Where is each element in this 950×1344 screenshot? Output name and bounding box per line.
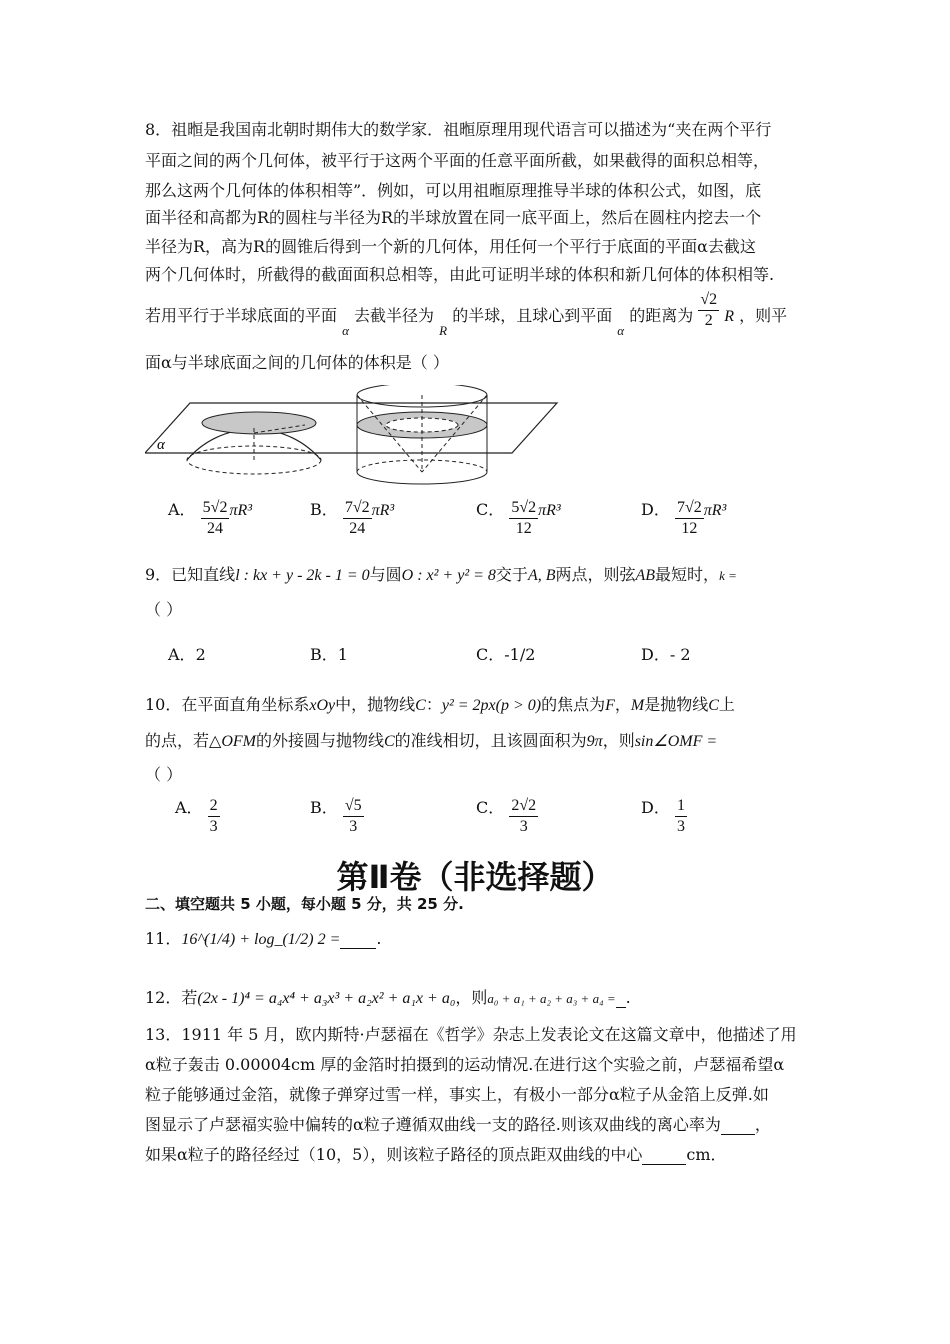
q8-line2: 平面之间的两个几何体，被平行于这两个平面的任意平面所截，如果截得的面积总相等， xyxy=(145,151,770,170)
q10-paren: （ ） xyxy=(145,765,183,784)
q9-option-c[interactable]: C．-1/2 xyxy=(476,645,536,664)
q13-line1: 13．1911 年 5 月，欧内斯特·卢瑟福在《哲学》杂志上发表论文在这篇文章中，他描述了用 xyxy=(145,1025,797,1044)
q13-distance-blank[interactable] xyxy=(642,1145,686,1165)
q13-line5: 如果α粒子的路径经过（10，5），则该粒子路径的顶点距双曲线的中心 cm． xyxy=(145,1145,727,1164)
q8-option-c[interactable]: C． $\frac{5√2}{12}$ πR³ xyxy=(476,499,561,537)
q11-answer-blank[interactable] xyxy=(340,929,376,949)
q12: 12．若(2x - 1)⁴ = a₄x⁴ + a₃x³ + a₂x² + a₁x + a₀，则a₀ + a₁ + a₂ + a₃ + a₄ = . xyxy=(145,988,631,1007)
q10-option-a[interactable]: A． $\frac{2}{3}$ xyxy=(175,797,218,835)
q10-line1: 10．在平面直角坐标系xOy中，抛物线C：y² = 2px(p > 0)的焦点为F，M是抛物线C上 xyxy=(145,695,735,714)
plane-alpha-label: α xyxy=(157,437,165,453)
q8-line1: 8．祖暅是我国南北朝时期伟大的数学家．祖暅原理用现代语言可以描述为“夹在两个平行 xyxy=(145,120,772,139)
q10-option-b[interactable]: B． $\frac{√5}{3}$ xyxy=(310,797,362,835)
q9-option-b[interactable]: B．1 xyxy=(310,645,348,664)
part2-title: 第Ⅱ卷（非选择题） xyxy=(336,858,614,896)
q10-option-d[interactable]: D． $\frac{1}{3}$ xyxy=(641,797,685,835)
q8-option-d[interactable]: D． $\frac{7√2}{12}$ πR³ xyxy=(641,499,727,537)
q12-answer-blank[interactable] xyxy=(616,988,626,1008)
section-fill-blank-heading: 二、填空题共 5 小题，每小题 5 分，共 25 分. xyxy=(145,895,464,913)
q10-option-c[interactable]: C． $\frac{2√2}{3}$ xyxy=(476,797,537,835)
q8-line8: 面α与半球底面之间的几何体的体积是（ ） xyxy=(145,353,449,372)
q11: 11．16^(1/4) + log_(1/2) 2 = . xyxy=(145,929,382,948)
q13-line3: 粒子能够通过金箔，就像子弹穿过雪一样，事实上，有极小一部分α粒子从金箔上反弹.如 xyxy=(145,1085,769,1104)
q8-option-a[interactable]: A． $\frac{5√2}{24}$ πR³ xyxy=(168,499,253,537)
q9-option-a[interactable]: A．2 xyxy=(168,645,206,664)
q8-line5: 半径为R，高为R的圆锥后得到一个新的几何体，用任何一个平行于底面的平面α去截这 xyxy=(145,237,756,256)
q13-line2: α粒子轰击 0.00004cm 厚的金箔时拍摄到的运动情况.在进行这个实验之前，卢瑟福希望α xyxy=(145,1055,785,1074)
q10-line2: 的点，若△OFM的外接圆与抛物线C的准线相切，且该圆面积为9π，则sin∠OMF = xyxy=(145,731,718,750)
q8-option-b[interactable]: B． $\frac{7√2}{24}$ πR³ xyxy=(310,499,395,537)
q9-paren: （ ） xyxy=(145,600,183,619)
q13-eccentricity-blank[interactable] xyxy=(721,1115,755,1135)
q8-line3: 那么这两个几何体的体积相等”．例如，可以用祖暅原理推导半球的体积公式，如图，底 xyxy=(145,181,762,200)
q13-line4: 图显示了卢瑟福实验中偏转的α粒子遵循双曲线一支的路径.则该双曲线的离心率为 ， xyxy=(145,1115,771,1134)
q9-stem: 9．已知直线l : kx + y - 2k - 1 = 0与圆O : x² + y² = 8交于A, B两点，则弦AB最短时，k = xyxy=(145,565,737,584)
q8-line4: 面半径和高都为R的圆柱与半径为R的半球放置在同一底平面上，然后在圆柱内挖去一个 xyxy=(145,208,762,227)
q8-figure xyxy=(145,385,565,485)
q9-option-d[interactable]: D．- 2 xyxy=(641,645,691,664)
q8-line6: 两个几何体时，所截得的截面面积总相等，由此可证明半球的体积和新几何体的体积相等. xyxy=(145,265,775,284)
q8-line7: 若用平行于半球底面的平面 $_\alpha$ 去截半径为 $_R$ 的半球，且球心到平面 $_\alpha$ 的距离为 $\frac{√2}{2}$ R ，则平 xyxy=(145,291,788,338)
